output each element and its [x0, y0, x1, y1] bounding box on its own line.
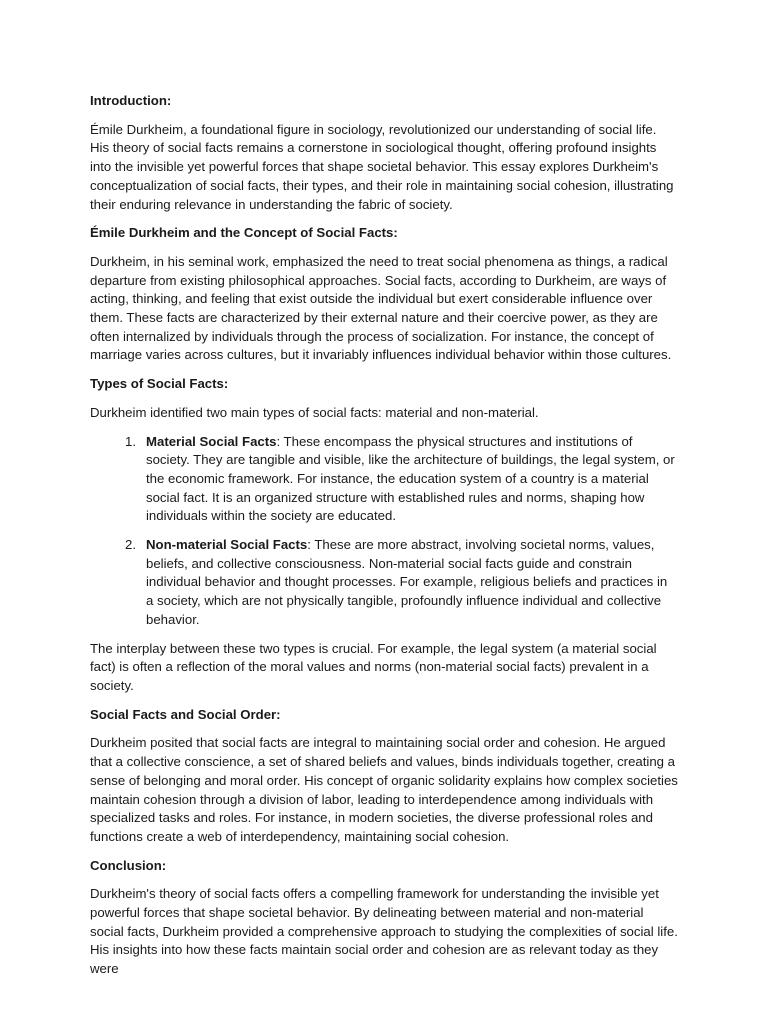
list-text: : These encompass the physical structures and institutions of society. They are tangible and visible, like the architecture of buildings, the legal system, or the economic framework. For instance, the education system of a country is a material social fact. It is an organized structure with established rules and norms, shaping how individuals within the society are educated. — [146, 433, 675, 524]
order-heading: Social Facts and Social Order: — [90, 706, 281, 722]
conclusion-heading: Conclusion: — [90, 857, 167, 873]
concept-heading: Émile Durkheim and the Concept of Social Facts: — [90, 225, 398, 241]
interplay-paragraph: The interplay between these two types is crucial. For example, the legal system (a material social fact) is often a reflection of the moral values and norms (non-material social facts) prevalent in a society. — [90, 640, 657, 693]
types-paragraph: Durkheim identified two main types of social facts: material and non-material. — [90, 404, 539, 420]
list-term: Material Social Facts — [146, 433, 277, 449]
list-text: : These are more abstract, involving societal norms, values, beliefs, and collective consciousness. Non-material social facts guide and constrain individual behavior and thought processes. For example, religious beliefs and practices in a society, which are not physically tangible, profoundly influence individual and collective behavior. — [146, 537, 668, 627]
types-list — [90, 433, 678, 630]
list-body — [136, 536, 678, 630]
list-item — [90, 433, 678, 527]
list-term: Non-material Social Facts — [146, 537, 308, 553]
conclusion-paragraph: Durkheim's theory of social facts offers a compelling framework for understanding the invisible yet powerful forces that shape societal behavior. By delineating between material and non-material social facts, Durkheim provided a comprehensive approach to studying the complexities of social life. His insights into how these facts maintain social order and cohesion are as relevant today as they were — [90, 886, 678, 977]
concept-paragraph: Durkheim, in his seminal work, emphasized the need to treat social phenomena as things, a radical departure from existing philosophical approaches. Social facts, according to Durkheim, are ways of acting, thinking, and feeling that exist outside the individual but exert considerable influence over them. These facts are characterized by their external nature and their coercive power, as they are often internalized by individuals through the process of socialization. For instance, the concept of marriage varies across cultures, but it invariably influences individual behavior within those cultures. — [90, 253, 672, 363]
list-number: 2. — [125, 537, 136, 553]
order-paragraph: Durkheim posited that social facts are integral to maintaining social order and cohesion. He argued that a collective conscience, a set of shared beliefs and values, binds individuals together, creating a sense of belonging and moral order. His concept of organic solidarity explains how complex societies maintain cohesion through a division of labor, leading to interdependence among individuals with specialized tasks and roles. For instance, in modern societies, the diverse professional roles and functions create a web of interdependency, maintaining social cohesion. — [90, 735, 678, 844]
intro-paragraph: Émile Durkheim, a foundational figure in sociology, revolutionized our understanding of social life. His theory of social facts remains a cornerstone in sociological thought, offering profound insights into the invisible yet powerful forces that shape societal behavior. This essay explores Durkheim's conceptualization of social facts, their types, and their role in maintaining social cohesion, illustrating their enduring relevance in understanding the fabric of society. — [90, 121, 674, 212]
list-body — [136, 433, 678, 527]
intro-heading: Introduction: — [90, 93, 172, 108]
list-item — [90, 536, 678, 630]
types-heading: Types of Social Facts: — [90, 376, 229, 392]
list-number: 1. — [125, 433, 136, 449]
